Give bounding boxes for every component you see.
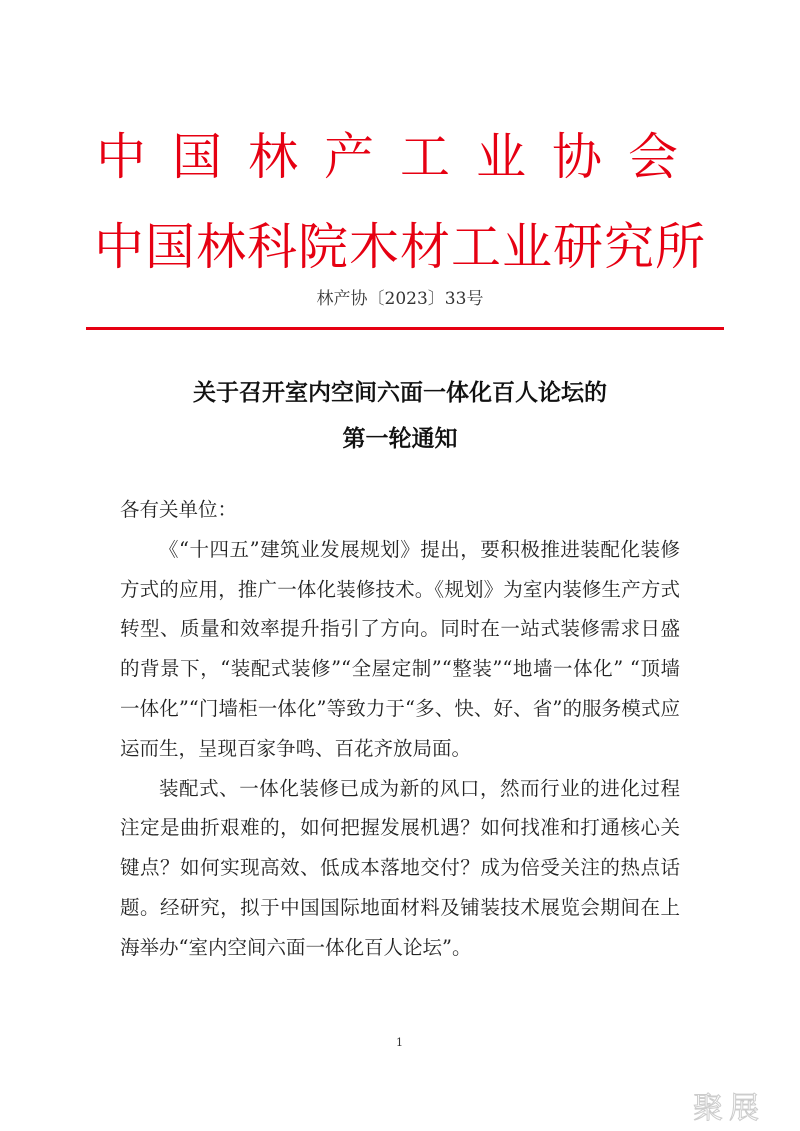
paragraph-2: 装配式、一体化装修已成为新的风口，然而行业的进化过程注定是曲折艰难的，如何把握发展机遇？如何找准和打通核心关键点？如何实现高效、低成本落地交付？成为倍受关注的热点话题。经研究，拟于中国国际地面材料及铺装技术展览会期间在上海举办“室内空间六面一体化百人论坛”。 bbox=[120, 776, 680, 959]
title-line-1: 关于召开室内空间六面一体化百人论坛的 bbox=[193, 379, 607, 406]
title-line-2: 第一轮通知 bbox=[342, 425, 458, 452]
document-body bbox=[120, 490, 680, 968]
paragraph-1: 《“十四五”建筑业发展规划》提出，要积极推进装配化装修方式的应用，推广一体化装修技术。《规划》为室内装修生产方式转型、质量和效率提升指引了方向。同时在一站式装修需求日盛的背景下，“装配式装修”“全屋定制”“整装”“地墙一体化” “顶墙一体化”“门墙柜一体化”等致力于“多、快、好、省”的服务模式应运而生，呈现百家争鸣、百花齐放局面。 bbox=[120, 537, 680, 760]
issuer-org-1: 中国林产工业协会 bbox=[96, 128, 704, 186]
document-number: 林产协〔2023〕33号 bbox=[316, 289, 484, 309]
issuer-org-2: 中国林科院木材工业研究所 bbox=[94, 218, 706, 276]
document-title bbox=[0, 370, 800, 462]
header-divider bbox=[86, 327, 724, 330]
salutation: 各有关单位： bbox=[120, 498, 238, 521]
page-number: 1 bbox=[396, 1036, 403, 1049]
watermark-logo: 聚展 bbox=[693, 1091, 765, 1126]
